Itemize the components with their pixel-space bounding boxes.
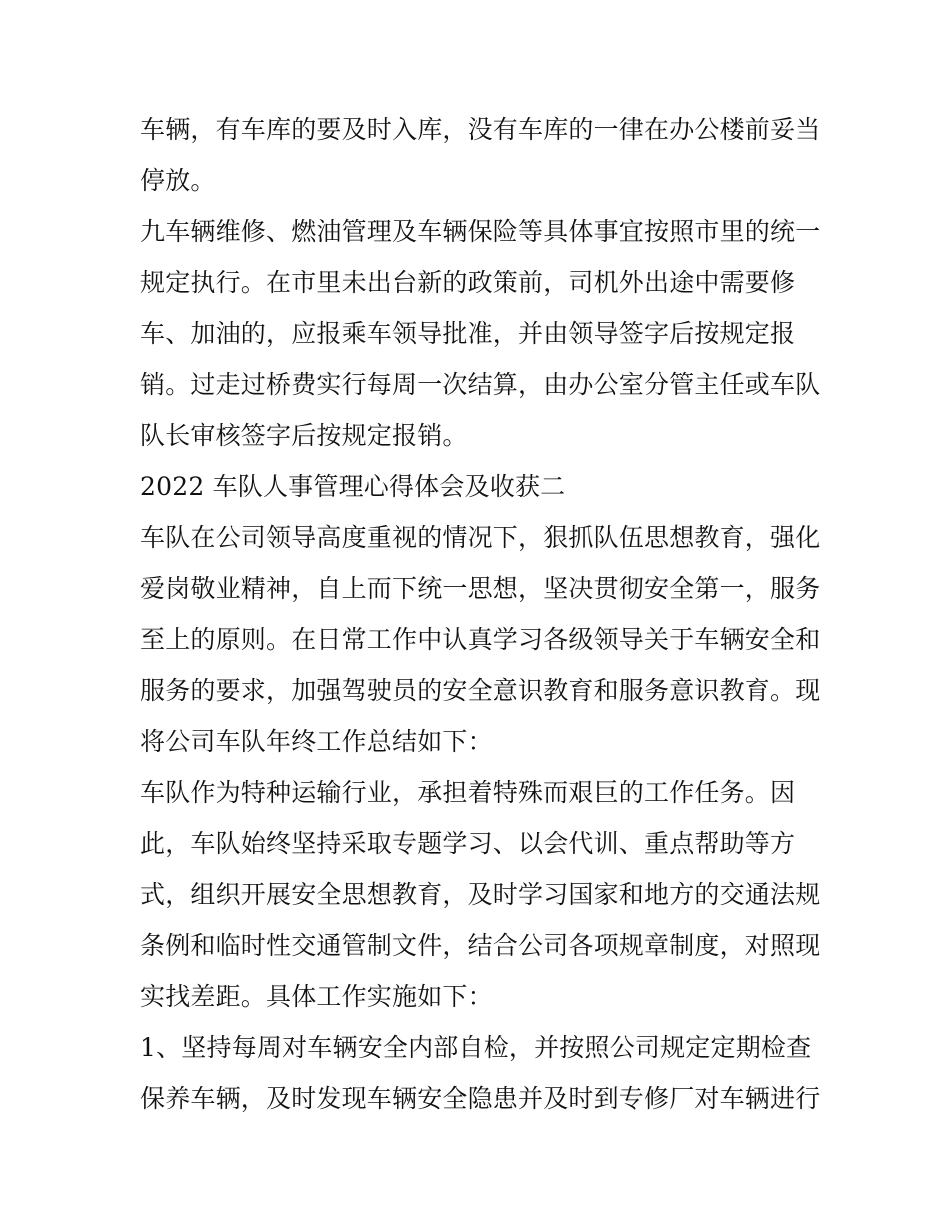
text-line: 将公司车队年终工作总结如下： (140, 727, 493, 756)
text-line: 服务的要求，加强驾驶员的安全意识教育和服务意识教育。现 (140, 676, 821, 705)
text-line: 条例和临时性交通管制文件，结合公司各项规章制度，对照现 (140, 931, 821, 960)
text-line: 九车辆维修、燃油管理及车辆保险等具体事宜按照市里的统一 (140, 217, 821, 246)
text-line: 1、坚持每周对车辆安全内部自检，并按照公司规定定期检查 (140, 1033, 812, 1062)
text-line: 队长审核签字后按规定报销。 (140, 421, 468, 450)
text-line: 此，车队始终坚持采取专题学习、以会代训、重点帮助等方 (140, 829, 796, 858)
text-line: 车队作为特种运输行业，承担着特殊而艰巨的工作任务。因 (140, 778, 796, 807)
document-body (140, 104, 820, 1124)
text-line: 式，组织开展安全思想教育，及时学习国家和地方的交通法规 (140, 880, 821, 909)
text-line: 车辆，有车库的要及时入库，没有车库的一律在办公楼前妥当 (140, 115, 821, 144)
text-line: 车、加油的，应报乘车领导批准，并由领导签字后按规定报 (140, 319, 796, 348)
text-line: 停放。 (140, 166, 216, 195)
text-line: 规定执行。在市里未出台新的政策前，司机外出途中需要修 (140, 268, 796, 297)
text-line: 爱岗敬业精神，自上而下统一思想，坚决贯彻安全第一，服务 (140, 574, 821, 603)
text-line: 车队在公司领导高度重视的情况下，狠抓队伍思想教育，强化 (140, 523, 821, 552)
text-line: 保养车辆，及时发现车辆安全隐患并及时到专修厂对车辆进行 (140, 1084, 821, 1113)
section-heading: 2022 车队人事管理心得体会及收获二 (140, 472, 566, 501)
text-line: 实找差距。具体工作实施如下： (140, 982, 493, 1011)
text-line: 销。过走过桥费实行每周一次结算，由办公室分管主任或车队 (140, 370, 821, 399)
text-line: 至上的原则。在日常工作中认真学习各级领导关于车辆安全和 (140, 625, 821, 654)
